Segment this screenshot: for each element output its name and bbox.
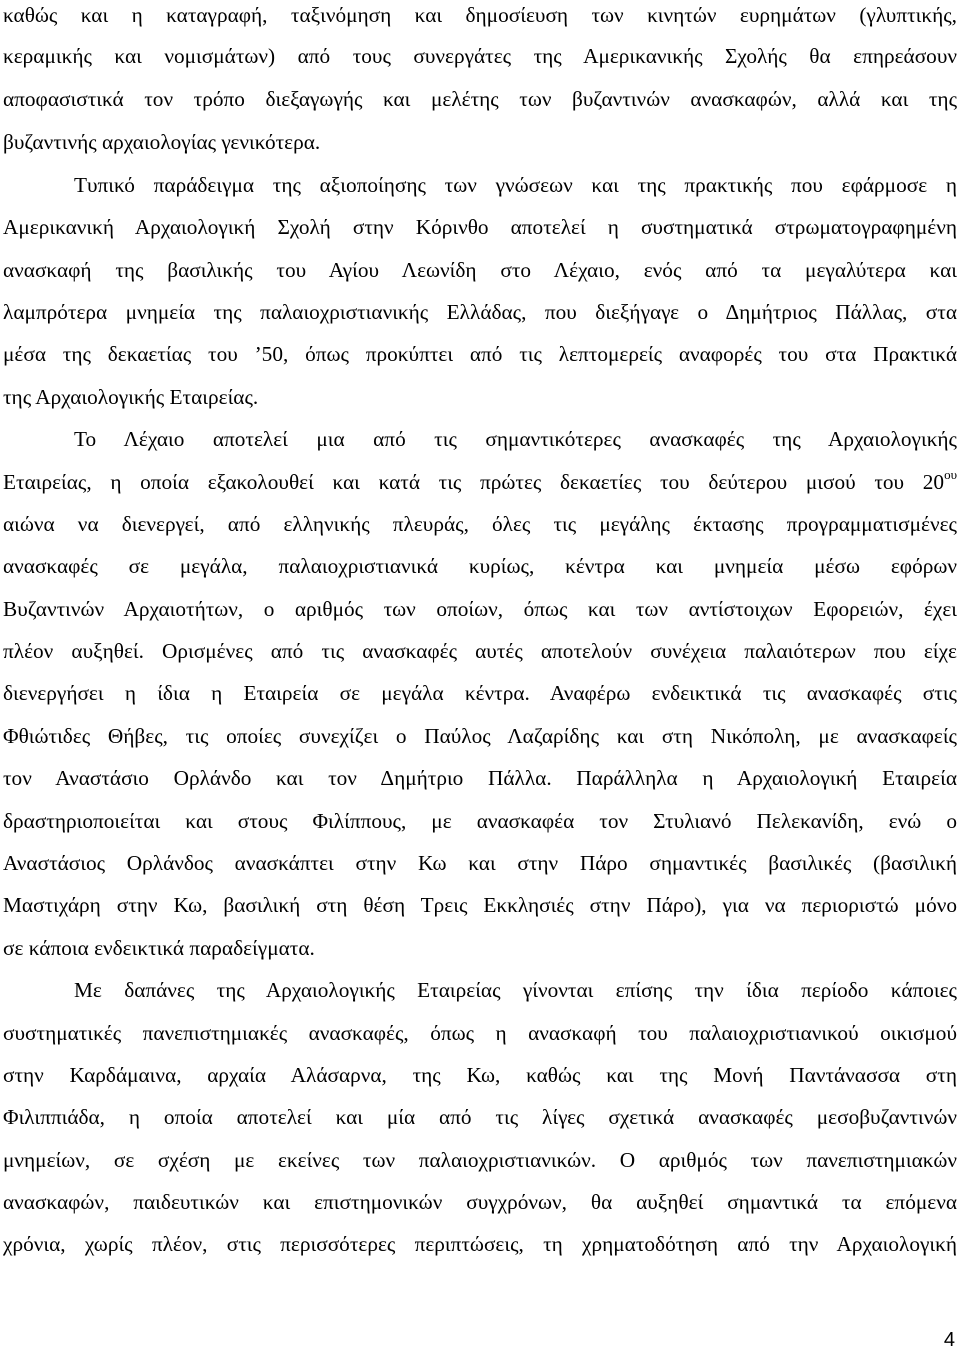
- text-line: τον Αναστάσιο Ορλάνδο και τον Δημήτριο Πάλλα. Παράλληλα η Αρχαιολογική Εταιρεία: [3, 766, 957, 790]
- text-line: Βυζαντινών Αρχαιοτήτων, ο αριθμός των οποίων, όπως και των αντίστοιχων Εφορειών, έχει: [3, 597, 957, 621]
- text-line: πλέον αυξηθεί. Ορισμένες από τις ανασκαφές αυτές αποτελούν συνέχεια παλαιότερων που είχε: [3, 639, 957, 663]
- text-line: στην Καρδάμαινα, αρχαία Αλάσαρνα, της Κω, καθώς και της Μονή Παντάνασσα στη: [3, 1063, 957, 1087]
- text-line: μέσα της δεκαετίας του ’50, όπως προκύπτει από τις λεπτομερείς αναφορές του στα Πρακτικά: [3, 342, 957, 366]
- text-line: ανασκαφές σε μεγάλα, παλαιοχριστιανικά κυρίως, κέντρα και μνημεία μέσω εφόρων: [3, 554, 957, 578]
- text-line: Αμερικανική Αρχαιολογική Σχολή στην Κόρινθο αποτελεί η συστηματικά στρωματογραφημένη: [3, 215, 957, 239]
- text-line: κεραμικής και νομισμάτων) από τους συνεργάτες της Αμερικανικής Σχολής θα επηρεάσουν: [3, 44, 957, 68]
- text-line: Φθιώτιδες Θήβες, τις οποίες συνεχίζει ο Παύλος Λαζαρίδης και στη Νικόπολη, με ανασκαφείς: [3, 724, 957, 748]
- text-line: Μαστιχάρη στην Κω, βασιλική στη θέση Τρεις Εκκλησιές στην Πάρο), για να περιοριστώ μόνο: [3, 893, 957, 917]
- text-line: βυζαντινής αρχαιολογίας γενικότερα.: [3, 130, 321, 154]
- superscript-ordinal: ου: [944, 466, 957, 482]
- page-number: 4: [943, 1329, 955, 1351]
- text-line: διενεργήσει η ίδια η Εταιρεία σε μεγάλα κέντρα. Αναφέρω ενδεικτικά τις ανασκαφές στις: [3, 681, 957, 705]
- text-line: Τυπικό παράδειγμα της αξιοποίησης των γνώσεων και της πρακτικής που εφάρμοσε η: [74, 173, 957, 197]
- text-line: της Αρχαιολογικής Εταιρείας.: [3, 385, 259, 409]
- text-line: αποφασιστικά τον τρόπο διεξαγωγής και μελέτης των βυζαντινών ανασκαφών, αλλά και της: [3, 87, 957, 111]
- text-line: συστηματικές πανεπιστημιακές ανασκαφές, όπως η ανασκαφή του παλαιοχριστιανικού οικισμού: [3, 1021, 957, 1045]
- text-line: μνημείων, σε σχέση με εκείνες των παλαιοχριστιανικών. Ο αριθμός των πανεπιστημιακών: [3, 1148, 957, 1172]
- text-line: [3, 467, 957, 497]
- text-line: καθώς και η καταγραφή, ταξινόμηση και δημοσίευση των κινητών ευρημάτων (γλυπτικής,: [3, 3, 957, 27]
- text-line-body: Εταιρείας, η οποία εξακολουθεί και κατά τις πρώτες δεκαετίες του δεύτερου μισού του 20: [3, 470, 945, 494]
- text-line: Αναστάσιος Ορλάνδος ανασκάπτει στην Κω και στην Πάρο σημαντικές βασιλικές (βασιλική: [3, 851, 957, 875]
- text-line: Φιλιππιάδα, η οποία αποτελεί και μία από τις λίγες σχετικά ανασκαφές μεσοβυζαντινών: [3, 1105, 957, 1129]
- text-line: αιώνα να διενεργεί, από ελληνικής πλευράς, όλες τις μεγάλης έκτασης προγραμματισμένες: [3, 512, 957, 536]
- text-line: σε κάποια ενδεικτικά παραδείγματα.: [3, 936, 315, 960]
- text-line: δραστηριοποιείται και στους Φιλίππους, με ανασκαφέα τον Στυλιανό Πελεκανίδη, ενώ ο: [3, 809, 957, 833]
- text-line: λαμπρότερα μνημεία της παλαιοχριστιανικής Ελλάδας, που διεξήγαγε ο Δημήτριος Πάλλας, στα: [3, 300, 957, 324]
- text-line: χρόνια, χωρίς πλέον, στις περισσότερες περιπτώσεις, τη χρηματοδότηση από την Αρχαιολογική: [3, 1232, 957, 1256]
- text-line: ανασκαφή της βασιλικής του Αγίου Λεωνίδη στο Λέχαιο, ενός από τα μεγαλύτερα και: [3, 258, 957, 282]
- text-line: Με δαπάνες της Αρχαιολογικής Εταιρείας γίνονται επίσης την ίδια περίοδο κάποιες: [74, 978, 957, 1002]
- text-line: ανασκαφών, παιδευτικών και επιστημονικών συγχρόνων, θα αυξηθεί σημαντικά τα επόμενα: [3, 1190, 957, 1214]
- text-line: Το Λέχαιο αποτελεί μια από τις σημαντικότερες ανασκαφές της Αρχαιολογικής: [74, 427, 957, 451]
